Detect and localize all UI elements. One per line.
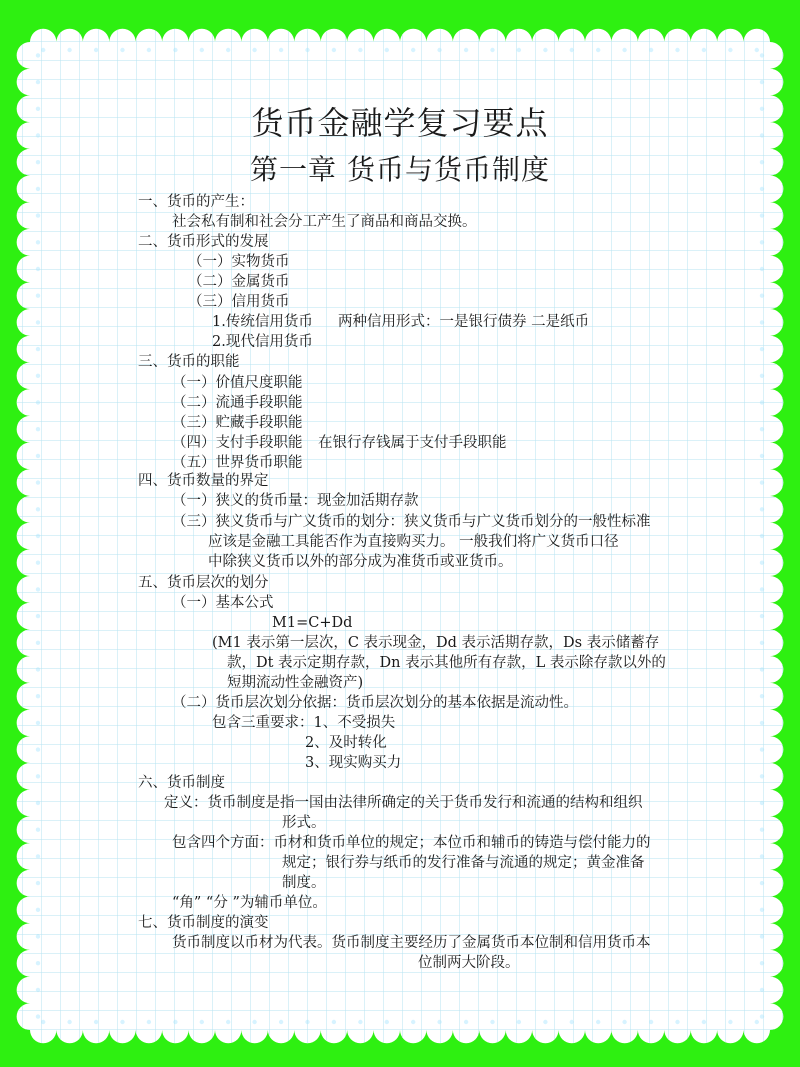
paragraph-line: 形式。 [282, 815, 326, 831]
list-item-note: 两种信用形式：一是银行债券 二是纸币 [338, 314, 590, 330]
paragraph-line: 制度。 [282, 875, 326, 891]
formula: M1=C+Dd [272, 615, 353, 631]
list-item: （一）价值尺度职能 [172, 375, 303, 391]
list-item-note: 在银行存钱属于支付手段职能 [318, 435, 507, 451]
list-item: （四）支付手段职能 [172, 435, 303, 451]
paragraph-line: 款，Dt 表示定期存款，Dn 表示其他所有存款，L 表示除存款以外的 [227, 655, 666, 671]
list-item: （一）实物货币 [188, 254, 290, 270]
list-item: 2.现代信用货币 [212, 334, 313, 350]
list-item: 1.传统信用货币 [212, 314, 313, 330]
paragraph-line: “角” “分 ”为辅币单位。 [172, 895, 327, 911]
section-heading-1: 一、货币的产生： [138, 194, 254, 210]
page-title: 货币金融学复习要点 [251, 104, 549, 142]
section-heading-5: 五、货币层次的划分 [138, 575, 269, 591]
list-item: （五）世界货币职能 [172, 455, 303, 471]
list-item: 3、现实购买力 [305, 755, 402, 771]
section-heading-6: 六、货币制度 [138, 775, 225, 791]
list-item: （三）信用货币 [188, 294, 290, 310]
list-item: （二）货币层次划分依据：货币层次划分的基本依据是流动性。 [172, 695, 578, 711]
chapter-title: 第一章 货币与货币制度 [250, 153, 550, 186]
list-item: 2、及时转化 [305, 735, 387, 751]
list-item: （二）金属货币 [188, 274, 290, 290]
list-item: （二）流通手段职能 [172, 395, 303, 411]
list-item: （一）基本公式 [172, 595, 274, 611]
list-item: （一）狭义的货币量：现金加活期存款 [172, 493, 419, 509]
list-item: （三）贮藏手段职能 [172, 415, 303, 431]
paragraph-line: 位制两大阶段。 [418, 955, 520, 971]
paragraph-line: 中除狭义货币以外的部分成为准货币或亚货币。 [208, 554, 513, 570]
paragraph-line: 货币制度以币材为代表。货币制度主要经历了金属货币本位制和信用货币本 [172, 935, 651, 951]
paragraph-line: (M1 表示第一层次，C 表示现金，Dd 表示活期存款，Ds 表示储蓄存 [212, 635, 660, 651]
paragraph-line: 短期流动性金融资产) [227, 675, 364, 691]
paragraph-line: 规定；银行券与纸币的发行准备与流通的规定；黄金准备 [282, 855, 645, 871]
paragraph-line: （三）狭义货币与广义货币的划分：狭义货币与广义货币划分的一般性标准 [172, 514, 651, 530]
section-heading-3: 三、货币的职能 [138, 354, 240, 370]
section-heading-4: 四、货币数量的界定 [138, 473, 269, 489]
paragraph-line: 包含四个方面：币材和货币单位的规定；本位币和辅币的铸造与偿付能力的 [172, 835, 651, 851]
paragraph-line: 应该是金融工具能否作为直接购买力。 一般我们将广义货币口径 [208, 534, 619, 550]
section-heading-2: 二、货币形式的发展 [138, 234, 269, 250]
section-1-body: 社会私有制和社会分工产生了商品和商品交换。 [172, 214, 477, 230]
section-heading-7: 七、货币制度的演变 [138, 915, 269, 931]
paragraph-line: 定义：货币制度是指一国由法律所确定的关于货币发行和流通的结构和组织 [164, 795, 643, 811]
list-item: 包含三重要求：1、不受损失 [212, 715, 396, 731]
